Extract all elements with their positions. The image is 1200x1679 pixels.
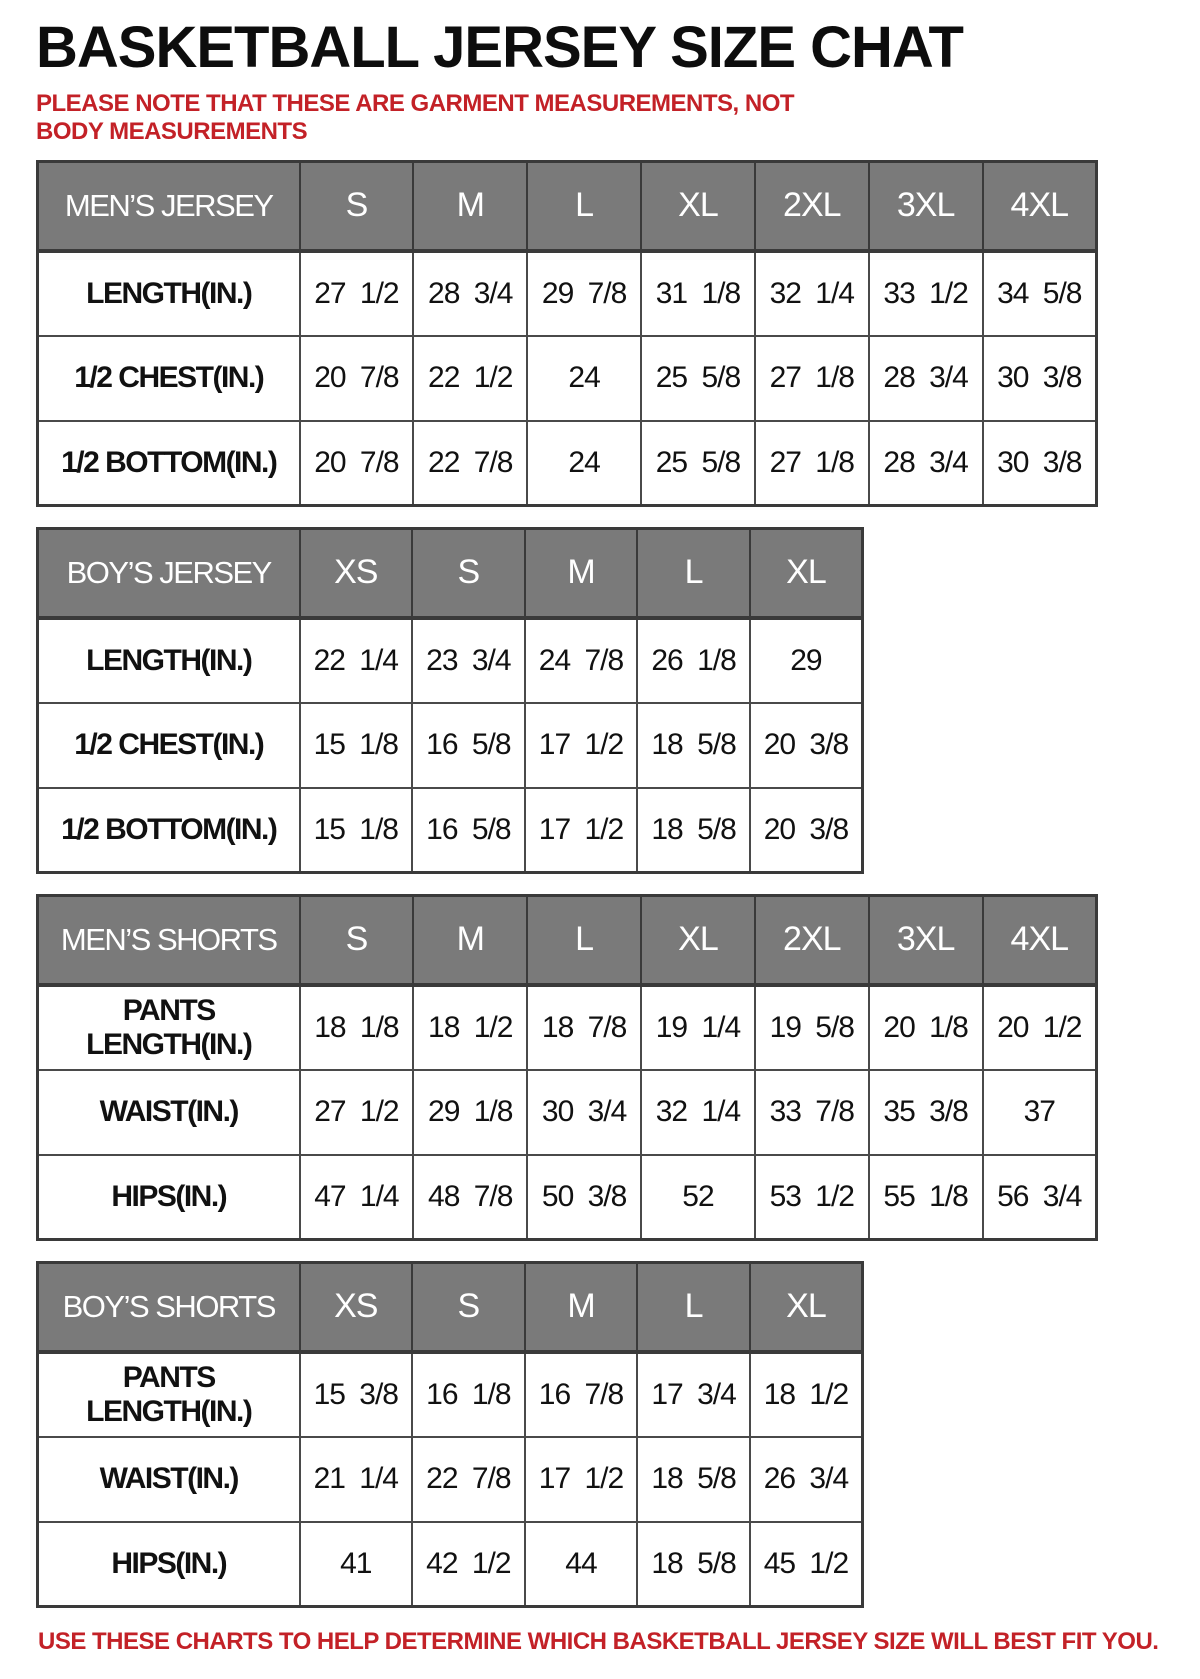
value-cell: 17 1/2 <box>525 788 638 873</box>
size-header-cell: XL <box>750 529 863 618</box>
value-cell: 24 <box>527 336 641 421</box>
value-cell: 27 1/8 <box>755 336 869 421</box>
value-cell: 44 <box>525 1522 638 1607</box>
value-cell: 26 3/4 <box>750 1437 863 1522</box>
value-cell: 47 1/4 <box>300 1155 414 1240</box>
value-cell: 29 7/8 <box>527 251 641 336</box>
size-header-cell: M <box>413 162 527 251</box>
size-table-men-s-jersey <box>36 160 1098 507</box>
value-cell: 25 5/8 <box>641 336 755 421</box>
table-title-cell: BOY’S SHORTS <box>38 1263 300 1352</box>
value-cell: 27 1/2 <box>300 1070 414 1155</box>
value-cell: 55 1/8 <box>869 1155 983 1240</box>
size-header-cell: L <box>527 162 641 251</box>
row-label-cell: LENGTH(IN.) <box>38 618 300 703</box>
value-cell: 25 5/8 <box>641 421 755 506</box>
measurement-row <box>38 1522 863 1607</box>
value-cell: 18 5/8 <box>637 788 750 873</box>
value-cell: 15 1/8 <box>300 788 413 873</box>
measurement-row <box>38 1155 1097 1240</box>
row-label-cell: 1/2 BOTTOM(IN.) <box>38 788 300 873</box>
value-cell: 17 1/2 <box>525 1437 638 1522</box>
size-header-cell: L <box>637 529 750 618</box>
value-cell: 24 <box>527 421 641 506</box>
value-cell: 20 3/8 <box>750 788 863 873</box>
size-header-cell: XS <box>300 1263 413 1352</box>
value-cell: 26 1/8 <box>637 618 750 703</box>
garment-measurement-note: PLEASE NOTE THAT THESE ARE GARMENT MEASUREMENTS, NOT BODY MEASUREMENTS <box>36 90 795 145</box>
value-cell: 16 5/8 <box>412 703 525 788</box>
size-header-cell: M <box>413 896 527 985</box>
row-label-cell: HIPS(IN.) <box>38 1522 300 1607</box>
row-label-cell: WAIST(IN.) <box>38 1070 300 1155</box>
measurement-row <box>38 1070 1097 1155</box>
value-cell: 17 3/4 <box>637 1352 750 1437</box>
value-cell: 27 1/8 <box>755 421 869 506</box>
size-header-cell: 2XL <box>755 896 869 985</box>
table-title-cell: MEN’S JERSEY <box>38 162 300 251</box>
size-header-cell: XL <box>641 162 755 251</box>
size-header-cell: 4XL <box>983 162 1097 251</box>
size-header-cell: L <box>527 896 641 985</box>
measurement-row <box>38 1352 863 1437</box>
value-cell: 33 7/8 <box>755 1070 869 1155</box>
value-cell: 30 3/8 <box>983 421 1097 506</box>
measurement-row <box>38 336 1097 421</box>
value-cell: 24 7/8 <box>525 618 638 703</box>
value-cell: 28 3/4 <box>413 251 527 336</box>
value-cell: 19 5/8 <box>755 985 869 1070</box>
size-table-boy-s-jersey <box>36 527 864 874</box>
size-tables <box>36 160 1164 1608</box>
value-cell: 15 3/8 <box>300 1352 413 1437</box>
size-header-cell: S <box>300 896 414 985</box>
size-header-cell: S <box>300 162 414 251</box>
value-cell: 53 1/2 <box>755 1155 869 1240</box>
measurement-row <box>38 985 1097 1070</box>
value-cell: 29 <box>750 618 863 703</box>
value-cell: 20 7/8 <box>300 421 414 506</box>
value-cell: 16 1/8 <box>412 1352 525 1437</box>
header-row <box>38 529 863 618</box>
value-cell: 56 3/4 <box>983 1155 1097 1240</box>
value-cell: 35 3/8 <box>869 1070 983 1155</box>
value-cell: 29 1/8 <box>413 1070 527 1155</box>
size-header-cell: L <box>637 1263 750 1352</box>
value-cell: 16 7/8 <box>525 1352 638 1437</box>
value-cell: 27 1/2 <box>300 251 414 336</box>
value-cell: 30 3/8 <box>983 336 1097 421</box>
header-row <box>38 1263 863 1352</box>
measurement-row <box>38 788 863 873</box>
size-header-cell: 4XL <box>983 896 1097 985</box>
value-cell: 48 7/8 <box>413 1155 527 1240</box>
value-cell: 17 1/2 <box>525 703 638 788</box>
size-header-cell: S <box>412 529 525 618</box>
size-header-cell: 3XL <box>869 896 983 985</box>
size-header-cell: M <box>525 1263 638 1352</box>
value-cell: 15 1/8 <box>300 703 413 788</box>
size-table-men-s-shorts <box>36 894 1098 1241</box>
value-cell: 20 1/8 <box>869 985 983 1070</box>
value-cell: 20 7/8 <box>300 336 414 421</box>
page-title: BASKETBALL JERSEY SIZE CHAT <box>36 15 963 80</box>
table-title-cell: BOY’S JERSEY <box>38 529 300 618</box>
size-table-boy-s-shorts <box>36 1261 864 1608</box>
value-cell: 23 3/4 <box>412 618 525 703</box>
value-cell: 34 5/8 <box>983 251 1097 336</box>
value-cell: 22 7/8 <box>413 421 527 506</box>
value-cell: 20 3/8 <box>750 703 863 788</box>
size-header-cell: 2XL <box>755 162 869 251</box>
value-cell: 41 <box>300 1522 413 1607</box>
measurement-row <box>38 421 1097 506</box>
value-cell: 22 1/2 <box>413 336 527 421</box>
value-cell: 18 5/8 <box>637 1437 750 1522</box>
value-cell: 50 3/8 <box>527 1155 641 1240</box>
row-label-cell: 1/2 CHEST(IN.) <box>38 336 300 421</box>
row-label-cell: HIPS(IN.) <box>38 1155 300 1240</box>
value-cell: 18 7/8 <box>527 985 641 1070</box>
value-cell: 18 5/8 <box>637 1522 750 1607</box>
value-cell: 21 1/4 <box>300 1437 413 1522</box>
value-cell: 33 1/2 <box>869 251 983 336</box>
measurement-row <box>38 703 863 788</box>
size-header-cell: XL <box>750 1263 863 1352</box>
row-label-cell: PANTS LENGTH(IN.) <box>38 985 300 1070</box>
size-header-cell: 3XL <box>869 162 983 251</box>
value-cell: 18 1/2 <box>413 985 527 1070</box>
value-cell: 32 1/4 <box>641 1070 755 1155</box>
measurement-row <box>38 618 863 703</box>
value-cell: 28 3/4 <box>869 421 983 506</box>
value-cell: 32 1/4 <box>755 251 869 336</box>
value-cell: 22 1/4 <box>300 618 413 703</box>
value-cell: 52 <box>641 1155 755 1240</box>
footer-note: USE THESE CHARTS TO HELP DETERMINE WHICH BASKETBALL JERSEY SIZE WILL BEST FIT YOU. <box>38 1628 1159 1655</box>
value-cell: 19 1/4 <box>641 985 755 1070</box>
value-cell: 18 1/2 <box>750 1352 863 1437</box>
row-label-cell: WAIST(IN.) <box>38 1437 300 1522</box>
row-label-cell: 1/2 CHEST(IN.) <box>38 703 300 788</box>
size-header-cell: S <box>412 1263 525 1352</box>
value-cell: 45 1/2 <box>750 1522 863 1607</box>
row-label-cell: 1/2 BOTTOM(IN.) <box>38 421 300 506</box>
row-label-cell: PANTS LENGTH(IN.) <box>38 1352 300 1437</box>
header-row <box>38 162 1097 251</box>
value-cell: 42 1/2 <box>412 1522 525 1607</box>
measurement-row <box>38 251 1097 336</box>
value-cell: 18 5/8 <box>637 703 750 788</box>
header-row <box>38 896 1097 985</box>
size-header-cell: XS <box>300 529 413 618</box>
size-header-cell: M <box>525 529 638 618</box>
value-cell: 22 7/8 <box>412 1437 525 1522</box>
value-cell: 30 3/4 <box>527 1070 641 1155</box>
table-title-cell: MEN’S SHORTS <box>38 896 300 985</box>
size-header-cell: XL <box>641 896 755 985</box>
value-cell: 31 1/8 <box>641 251 755 336</box>
measurement-row <box>38 1437 863 1522</box>
value-cell: 16 5/8 <box>412 788 525 873</box>
value-cell: 28 3/4 <box>869 336 983 421</box>
value-cell: 37 <box>983 1070 1097 1155</box>
row-label-cell: LENGTH(IN.) <box>38 251 300 336</box>
value-cell: 20 1/2 <box>983 985 1097 1070</box>
value-cell: 18 1/8 <box>300 985 414 1070</box>
